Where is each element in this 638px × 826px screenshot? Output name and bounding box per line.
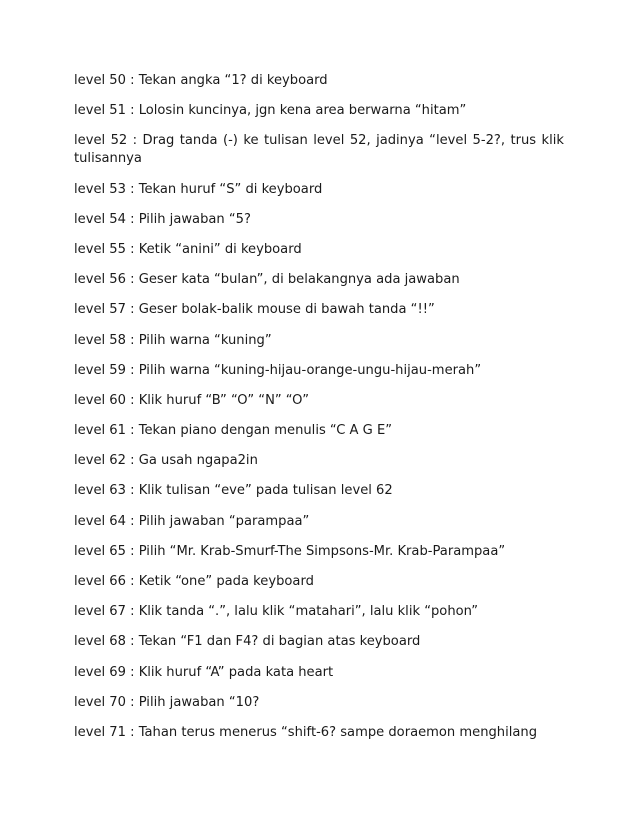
list-item: level 54 : Pilih jawaban “5? (74, 211, 251, 227)
list-item: level 56 : Geser kata “bulan”, di belakangnya ada jawaban (74, 272, 460, 288)
document-body (74, 72, 564, 754)
list-item: level 67 : Klik tanda “.”, lalu klik “matahari”, lalu klik “pohon” (74, 604, 478, 620)
list-item: level 50 : Tekan angka “1? di keyboard (74, 73, 328, 88)
list-item: level 59 : Pilih warna “kuning-hijau-orange-ungu-hijau-merah” (74, 362, 482, 378)
list-item: level 57 : Geser bolak-balik mouse di bawah tanda “!!” (74, 302, 435, 318)
list-item: level 68 : Tekan “F1 dan F4? di bagian atas keyboard (74, 634, 421, 650)
list-item: level 58 : Pilih warna “kuning” (74, 332, 272, 348)
list-item: level 65 : Pilih “Mr. Krab-Smurf-The Simpsons-Mr. Krab-Parampaa” (74, 543, 506, 559)
list-item: level 51 : Lolosin kuncinya, jgn kena area berwarna “hitam” (74, 103, 467, 119)
list-item: level 64 : Pilih jawaban “parampaa” (74, 513, 310, 529)
list-item: level 53 : Tekan huruf “S” di keyboard (74, 181, 323, 197)
list-item: level 70 : Pilih jawaban “10? (74, 694, 260, 710)
list-item: level 69 : Klik huruf “A” pada kata heart (74, 664, 334, 680)
list-item: level 71 : Tahan terus menerus “shift-6? sampe doraemon menghilang (74, 724, 538, 740)
list-item: level 55 : Ketik “anini” di keyboard (74, 241, 302, 257)
list-item: level 52 : Drag tanda (-) ke tulisan level 52, jadinya “level 5-2?, trus klik tulisannya (74, 133, 564, 167)
list-item: level 63 : Klik tulisan “eve” pada tulisan level 62 (74, 483, 393, 499)
list-item: level 62 : Ga usah ngapa2in (74, 453, 258, 469)
list-item: level 61 : Tekan piano dengan menulis “C A G E” (74, 423, 393, 439)
list-item: level 60 : Klik huruf “B” “O” “N” “O” (74, 392, 309, 408)
list-item: level 66 : Ketik “one” pada keyboard (74, 574, 314, 589)
